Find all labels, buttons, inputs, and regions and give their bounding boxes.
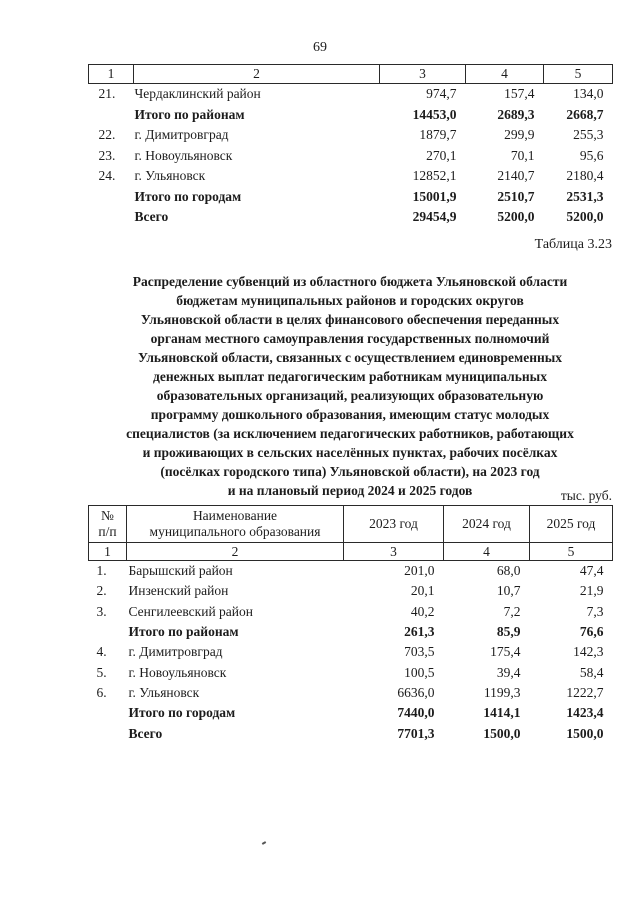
table-caption: Таблица 3.23 [534,237,612,252]
total-row [89,207,613,228]
table-row [89,602,613,622]
row-name: Всего [134,209,169,225]
table-row [89,561,613,582]
total-row [89,703,613,723]
row-value: 1199,3 [483,684,521,700]
column-number-row [89,543,613,561]
row-value: 12852,1 [412,168,457,184]
table-row [89,581,613,601]
row-value: 1423,4 [566,705,604,721]
row-value: 1500,0 [566,725,604,741]
row-value: 261,3 [404,624,435,640]
row-name: Всего [128,725,163,741]
row-name: Итого по районам [128,624,239,640]
row-name: Итого по городам [128,705,236,721]
unit-label: тыс. руб. [560,488,612,503]
header-line: № [101,508,114,523]
row-value: 974,7 [426,86,457,102]
header-year-2023: 2023 год [344,506,444,543]
header-line: п/п [98,524,117,539]
row-value: 270,1 [426,147,457,163]
row-value: 20,1 [410,583,435,599]
table-row [89,642,613,662]
row-value: 68,0 [496,563,521,579]
row-value: 5200,0 [497,209,535,225]
row-value: 70,1 [510,147,535,163]
row-value: 2180,4 [566,168,604,184]
total-row [89,622,613,642]
row-value: 2510,7 [497,188,535,204]
row-name: Итого по городам [134,188,242,204]
column-number: 1 [89,65,134,84]
row-name: Чердаклинский район [134,86,261,102]
column-number: 3 [380,65,466,84]
row-index: 5. [96,664,107,680]
table-row [89,662,613,682]
row-index: 2. [96,583,107,599]
row-value: 2531,3 [566,188,604,204]
row-name: Сенгилеевский район [128,603,253,619]
total-row [89,723,613,743]
row-index [89,723,127,743]
row-value: 7701,3 [397,725,435,741]
row-value: 157,4 [504,86,535,102]
row-name: г. Ульяновск [134,168,206,184]
column-number: 2 [134,65,380,84]
row-value: 14453,0 [412,106,457,122]
row-value: 1414,1 [483,705,521,721]
row-index: 23. [98,147,116,163]
row-value: 58,4 [579,664,604,680]
row-name: г. Ульяновск [128,684,200,700]
column-number: 1 [89,543,127,561]
row-value: 21,9 [579,583,604,599]
header-name-column [127,506,344,543]
row-value: 6636,0 [397,684,435,700]
row-value: 85,9 [496,624,521,640]
row-index [89,187,134,208]
row-name: г. Димитровград [134,127,229,143]
row-index [89,105,134,126]
row-index: 3. [96,603,107,619]
row-value: 201,0 [404,563,435,579]
row-value: 175,4 [490,644,521,660]
header-line: муниципального образования [149,524,321,539]
row-value: 40,2 [410,603,435,619]
table-row [89,683,613,703]
row-value: 7,2 [503,603,521,619]
row-value: 1222,7 [566,684,604,700]
row-value: 2140,7 [497,168,535,184]
row-value: 134,0 [573,86,604,102]
row-index: 1. [96,563,107,579]
column-number-row [89,65,613,84]
column-number: 4 [466,65,544,84]
table-row [89,166,613,187]
row-value: 15001,9 [412,188,457,204]
row-name: Инзенский район [128,583,229,599]
table-continuation [88,64,613,228]
row-value: 299,9 [504,127,535,143]
row-index [89,207,134,228]
subvention-table [88,505,613,744]
row-value: 703,5 [404,644,435,660]
table-title: Распределение субвенций из областного бюджета Ульяновской области бюджетам муниципальных районов и городских округов Ульяновской области в целях финансового обеспечения переданных органам местного самоуправления государственных полномочий Ульяновской области, связанных с осуществлением единовременных денежных выплат педагогическим работникам муниципальных образовательных организаций, реализующих образовательную программу дошкольного образования, имеющим статус молодых специалистов (за исключением педагогических работников, работающих и проживающих в сельских населённых пунктах, рабочих посёлках (посёлках городского типа) Ульяновской области), на 2023 год и на плановый период 2024 и 2025 годов [126,274,574,498]
table-row [89,146,613,167]
column-number: 2 [127,543,344,561]
row-value: 2668,7 [566,106,604,122]
row-value: 39,4 [496,664,521,680]
row-value: 2689,3 [497,106,535,122]
row-name: Барышский район [128,563,233,579]
row-value: 255,3 [573,127,604,143]
total-row [89,105,613,126]
row-value: 142,3 [573,644,604,660]
row-index: 22. [98,127,116,143]
row-value: 47,4 [579,563,604,579]
row-name: г. Димитровград [128,644,223,660]
row-name: г. Новоульяновск [128,664,227,680]
row-index: 21. [98,86,116,102]
row-value: 5200,0 [566,209,604,225]
table-row [89,84,613,105]
row-index [89,703,127,723]
row-index [89,622,127,642]
column-number: 3 [344,543,444,561]
column-number: 4 [444,543,530,561]
total-row [89,187,613,208]
row-value: 1500,0 [483,725,521,741]
column-number: 5 [544,65,613,84]
row-index: 6. [96,684,107,700]
page-number: 69 [313,40,327,55]
row-value: 100,5 [404,664,435,680]
stray-mark [262,841,266,845]
header-year-2024: 2024 год [444,506,530,543]
row-value: 10,7 [496,583,521,599]
row-value: 1879,7 [419,127,457,143]
row-value: 76,6 [579,624,604,640]
header-row [89,506,613,543]
table-row [89,125,613,146]
row-name: Итого по районам [134,106,245,122]
row-name: г. Новоульяновск [134,147,233,163]
row-value: 7440,0 [397,705,435,721]
row-value: 7,3 [586,603,604,619]
row-index: 24. [98,168,116,184]
row-value: 95,6 [579,147,604,163]
header-year-2025: 2025 год [530,506,613,543]
header-number-column [89,506,127,543]
header-line: Наименование [192,508,278,523]
row-value: 29454,9 [412,209,457,225]
row-index: 4. [96,644,107,660]
column-number: 5 [530,543,613,561]
